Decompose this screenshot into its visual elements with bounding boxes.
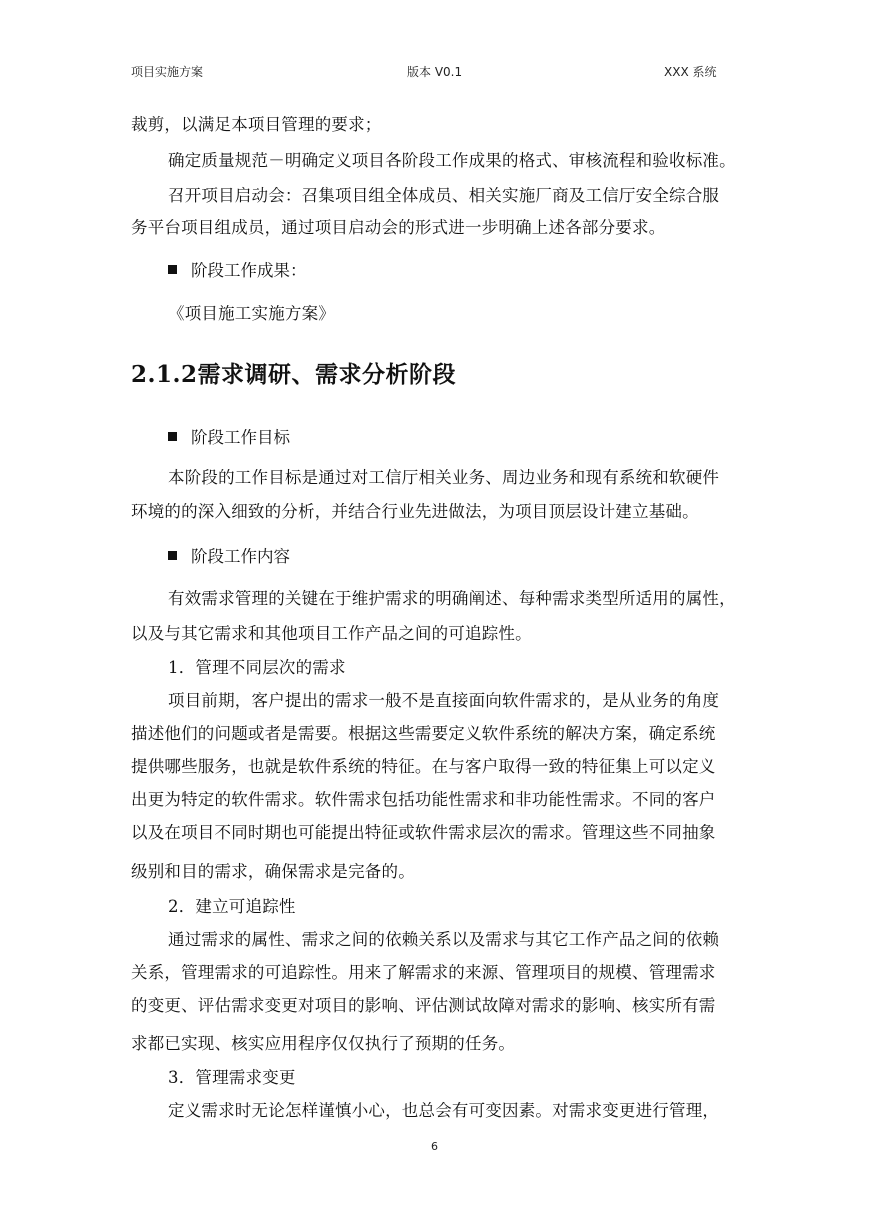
body-line: 描述他们的问题或者是需要。根据这些需要定义软件系统的解决方案，确定系统 [131,724,716,743]
body-line: 3．管理需求变更 [168,1068,296,1087]
body-line: 求都已实现、核实应用程序仅仅执行了预期的任务。 [131,1034,516,1053]
bullet-item [168,543,290,567]
body-line: 2．建立可追踪性 [168,897,296,916]
body-line: 提供哪些服务，也就是软件系统的特征。在与客户取得一致的特征集上可以定义 [131,757,716,776]
bullet-text: 阶段工作目标 [191,428,290,447]
body-line: 定义需求时无论怎样谨慎小心，也总会有可变因素。对需求变更进行管理， [168,1101,720,1120]
body-line: 关系，管理需求的可追踪性。用来了解需求的来源、管理项目的规模、管理需求 [131,963,716,982]
bullet-text: 阶段工作内容 [191,547,290,566]
header-right: XXX 系统 [664,65,717,79]
square-bullet-icon [168,432,177,441]
page-number: 6 [431,1140,438,1153]
header-center: 版本 V0.1 [407,65,463,79]
body-line: 以及在项目不同时期也可能提出特征或软件需求层次的需求。管理这些不同抽象 [131,823,716,842]
bullet-text: 阶段工作成果： [191,261,307,280]
bullet-item [168,424,290,448]
body-line: 1．管理不同层次的需求 [168,658,346,677]
body-line: 裁剪，以满足本项目管理的要求； [131,115,382,134]
body-line: 通过需求的属性、需求之间的依赖关系以及需求与其它工作产品之间的依赖 [168,930,720,949]
square-bullet-icon [168,551,177,560]
body-line: 项目前期，客户提出的需求一般不是直接面向软件需求的，是从业务的角度 [168,691,720,710]
body-line: 本阶段的工作目标是通过对工信厅相关业务、周边业务和现有系统和软硬件 [168,468,720,487]
body-line: 以及与其它需求和其他项目工作产品之间的可追踪性。 [131,624,532,643]
body-line: 《项目施工实施方案》 [168,304,335,323]
body-line: 环境的的深入细致的分析，并结合行业先进做法，为项目顶层设计建立基础。 [131,502,699,521]
header-left: 项目实施方案 [131,65,204,79]
body-line: 召开项目启动会：召集项目组全体成员、相关实施厂商及工信厅安全综合服 [168,186,720,205]
section-heading: 2.1.2需求调研、需求分析阶段 [131,361,457,388]
body-line: 确定质量规范－明确定义项目各阶段工作成果的格式、审核流程和验收标准。 [168,151,736,170]
square-bullet-icon [168,265,177,274]
body-line: 务平台项目组成员，通过项目启动会的形式进一步明确上述各部分要求。 [131,218,666,237]
body-line: 的变更、评估需求变更对项目的影响、评估测试故障对需求的影响、核实所有需 [131,996,716,1015]
bullet-item [168,257,307,281]
body-line: 级别和目的需求，确保需求是完备的。 [131,862,415,881]
body-line: 有效需求管理的关键在于维护需求的明确阐述、每种需求类型所适用的属性， [168,589,736,608]
body-line: 出更为特定的软件需求。软件需求包括功能性需求和非功能性需求。不同的客户 [131,790,716,809]
